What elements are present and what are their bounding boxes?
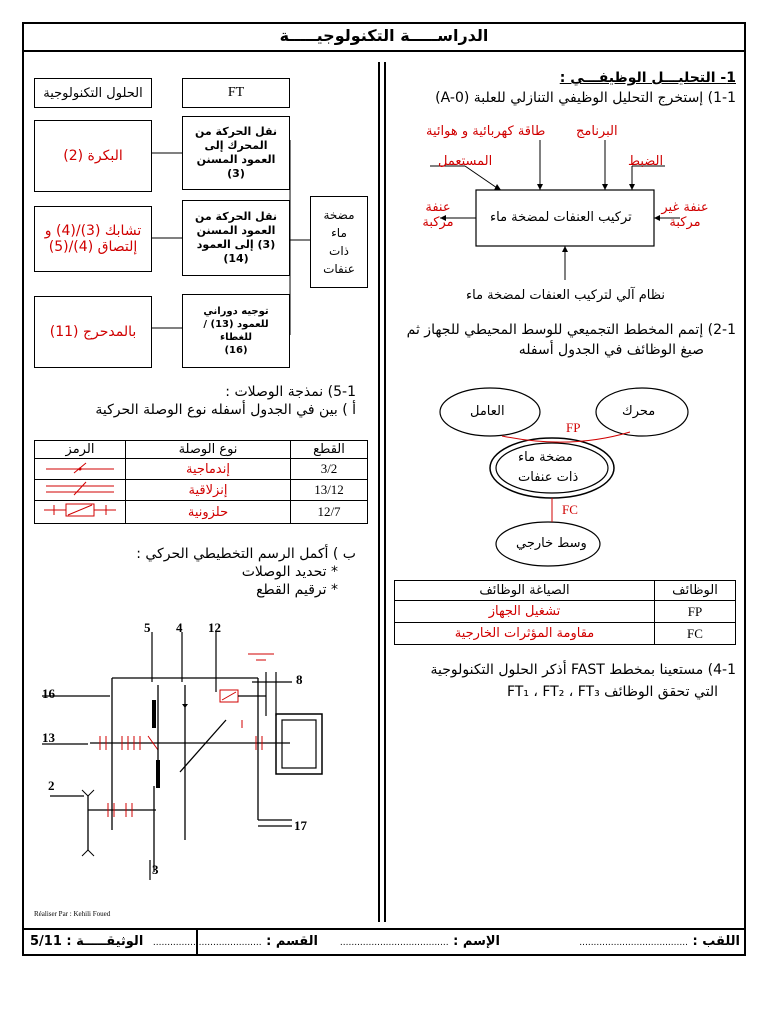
ft3-line4: (16) bbox=[224, 345, 248, 356]
credit: Réaliser Par : Kehili Foued bbox=[34, 910, 111, 918]
a0-user: المستعمل bbox=[438, 154, 493, 169]
section-4-1-line2: التي تحقق الوظائف FT₁ ، FT₂ ، FT₃ bbox=[506, 684, 718, 700]
kin-label-5: 5 bbox=[144, 620, 151, 635]
link-row-1-symbol bbox=[35, 459, 126, 480]
footer-section-dots[interactable]: ...................................... bbox=[152, 938, 262, 948]
ft3-line1: توجيه دوراني bbox=[203, 306, 269, 317]
ft1-line4: (3) bbox=[227, 167, 245, 180]
fast-solution-1 bbox=[34, 120, 152, 192]
kin-label-12: 12 bbox=[208, 620, 221, 635]
link-row-3-type: حلزونية bbox=[126, 501, 291, 524]
section-4-1-line1: 4-1) مستعينا بمخطط FAST أذكر الحلول التكنولوجية bbox=[430, 662, 736, 678]
env-center-2: ذات عنفات bbox=[518, 470, 579, 485]
footer-firstname-label: الإسم : bbox=[453, 934, 500, 949]
ft1-line2: المحرك إلى bbox=[204, 139, 268, 152]
func-table-header-form: الصياغة الوظائف bbox=[395, 581, 655, 601]
link-row-1-type: إندماجية bbox=[126, 459, 291, 480]
footer-section-label: القسم : bbox=[266, 934, 318, 949]
column-divider-2 bbox=[384, 62, 386, 922]
a0-output: عنفة مركبة bbox=[422, 200, 454, 230]
bullet-links: * تحديد الوصلات bbox=[241, 564, 338, 580]
fast-solution-2-line1: تشابك (3)/(4) و bbox=[44, 223, 142, 239]
a0-program: البرنامج bbox=[576, 124, 618, 139]
a0-energy: طاقة كهربائية و هوائية bbox=[426, 124, 546, 139]
section-5-1-a: أ ) بين في الجدول أسفله نوع الوصلة الحركية bbox=[95, 402, 356, 418]
link-table-header-parts: القطع bbox=[291, 441, 368, 459]
link-table bbox=[34, 440, 368, 524]
main-line1: مضخة bbox=[323, 208, 355, 222]
link-row-2-symbol bbox=[35, 480, 126, 501]
page-title: الدراســـــة التكنولوجيـــــة bbox=[22, 22, 746, 52]
sliding-link-icon bbox=[40, 480, 120, 496]
link-row-1-parts: 3/2 bbox=[291, 459, 368, 480]
kin-label-13: 13 bbox=[42, 730, 55, 745]
func-table-header-func: الوظائف bbox=[655, 581, 736, 601]
env-fc: FC bbox=[562, 502, 578, 517]
fast-solution-2 bbox=[34, 206, 152, 272]
footer-lastname-label: اللقب : bbox=[692, 934, 740, 949]
env-worker: العامل bbox=[470, 404, 505, 419]
kin-label-4: 4 bbox=[176, 620, 183, 635]
fast-solution-1-text: البكرة (2) bbox=[63, 148, 123, 164]
main-line3: ذات bbox=[329, 244, 349, 258]
kin-label-16: 16 bbox=[42, 686, 55, 701]
link-row-3-symbol bbox=[35, 501, 126, 524]
link-table-header-symbol: الرمز bbox=[35, 441, 126, 459]
section-2-1-line2: صيغ الوظائف في الجدول أسفله bbox=[518, 342, 704, 358]
fast-solution-3 bbox=[34, 296, 152, 368]
section-1-1: 1-1) إستخرج التحليل الوظيفي التنازلي للعلبة (A-0) bbox=[435, 90, 736, 106]
link-row-2-type: إنزلاقية bbox=[126, 480, 291, 501]
kin-label-2: 2 bbox=[48, 778, 55, 793]
ft3-line3: للغطاء bbox=[219, 332, 253, 343]
ft2-line2: العمود المسنن bbox=[196, 224, 276, 237]
kinematic-diagram bbox=[30, 610, 370, 890]
a0-box-label: تركيب العنفات لمضخة ماء bbox=[490, 210, 632, 225]
fast-connectors bbox=[150, 140, 320, 360]
link-table-header-type: نوع الوصلة bbox=[126, 441, 291, 459]
function-table bbox=[394, 580, 736, 645]
ft3-line2: للعمود (13) / bbox=[203, 319, 269, 330]
footer-section bbox=[153, 934, 318, 949]
section-1-heading: 1- التحليـــل الوظيفـــي : bbox=[559, 70, 736, 86]
func-row-2-id: FC bbox=[655, 623, 736, 645]
fixed-link-icon bbox=[40, 459, 120, 475]
section-5-1: 5-1) نمذجة الوصلات : bbox=[225, 384, 356, 400]
ft2-line1: نقل الحركة من bbox=[195, 210, 277, 223]
footer-doc: الوثيقـــــة : 5/11 bbox=[30, 934, 144, 949]
kin-label-17: 17 bbox=[294, 818, 307, 833]
func-row-1-text: تشغيل الجهاز bbox=[395, 601, 655, 623]
kin-label-3: 3 bbox=[152, 862, 159, 877]
main-line2: ماء bbox=[331, 226, 347, 240]
a0-mechanism: نظام آلي لتركيب العنفات لمضخة ماء bbox=[466, 288, 665, 303]
footer-lastname bbox=[579, 934, 740, 949]
a0-input: عنفة غير مركبة bbox=[661, 200, 709, 230]
link-row-3-parts: 12/7 bbox=[291, 501, 368, 524]
footer-lastname-dots[interactable]: ...................................... bbox=[579, 938, 688, 948]
func-row-2-text: مقاومة المؤثرات الخارجية bbox=[395, 623, 655, 645]
ft2-line4: (14) bbox=[223, 252, 249, 265]
kin-label-8: 8 bbox=[296, 672, 303, 687]
bullet-numbering: * ترقيم القطع bbox=[256, 582, 338, 598]
ft2-line3: (3) إلى العمود bbox=[196, 238, 276, 251]
fast-solution-2-line2: إلتصاق (4)/(5) bbox=[48, 239, 138, 255]
func-row-1-id: FP bbox=[655, 601, 736, 623]
ft1-line1: نقل الحركة من bbox=[195, 125, 277, 138]
env-motor: محرك bbox=[622, 404, 656, 419]
column-divider bbox=[378, 62, 380, 922]
ft1-line3: العمود المسنن bbox=[196, 153, 276, 166]
footer-firstname-dots[interactable]: ...................................... bbox=[339, 938, 449, 948]
fast-header-ft: FT bbox=[182, 78, 290, 108]
a0-adjust: الضبط bbox=[628, 154, 664, 169]
footer-firstname bbox=[340, 934, 500, 949]
main-line4: عنفات bbox=[323, 262, 355, 276]
env-fp: FP bbox=[566, 420, 581, 435]
section-5-1-b: ب ) أكمل الرسم التخطيطي الحركي : bbox=[136, 546, 356, 562]
fast-header-solutions: الحلول التكنولوجية bbox=[34, 78, 152, 108]
helical-link-icon bbox=[40, 501, 120, 519]
section-2-1-line1: 2-1) إتمم المخطط التجميعي للوسط المحيطي للجهاز ثم bbox=[406, 322, 736, 338]
env-external: وسط خارجي bbox=[516, 536, 587, 551]
env-center-1: مضخة ماء bbox=[518, 450, 573, 465]
fast-solution-3-text: بالمدحرج (11) bbox=[49, 324, 137, 340]
link-row-2-parts: 13/12 bbox=[291, 480, 368, 501]
